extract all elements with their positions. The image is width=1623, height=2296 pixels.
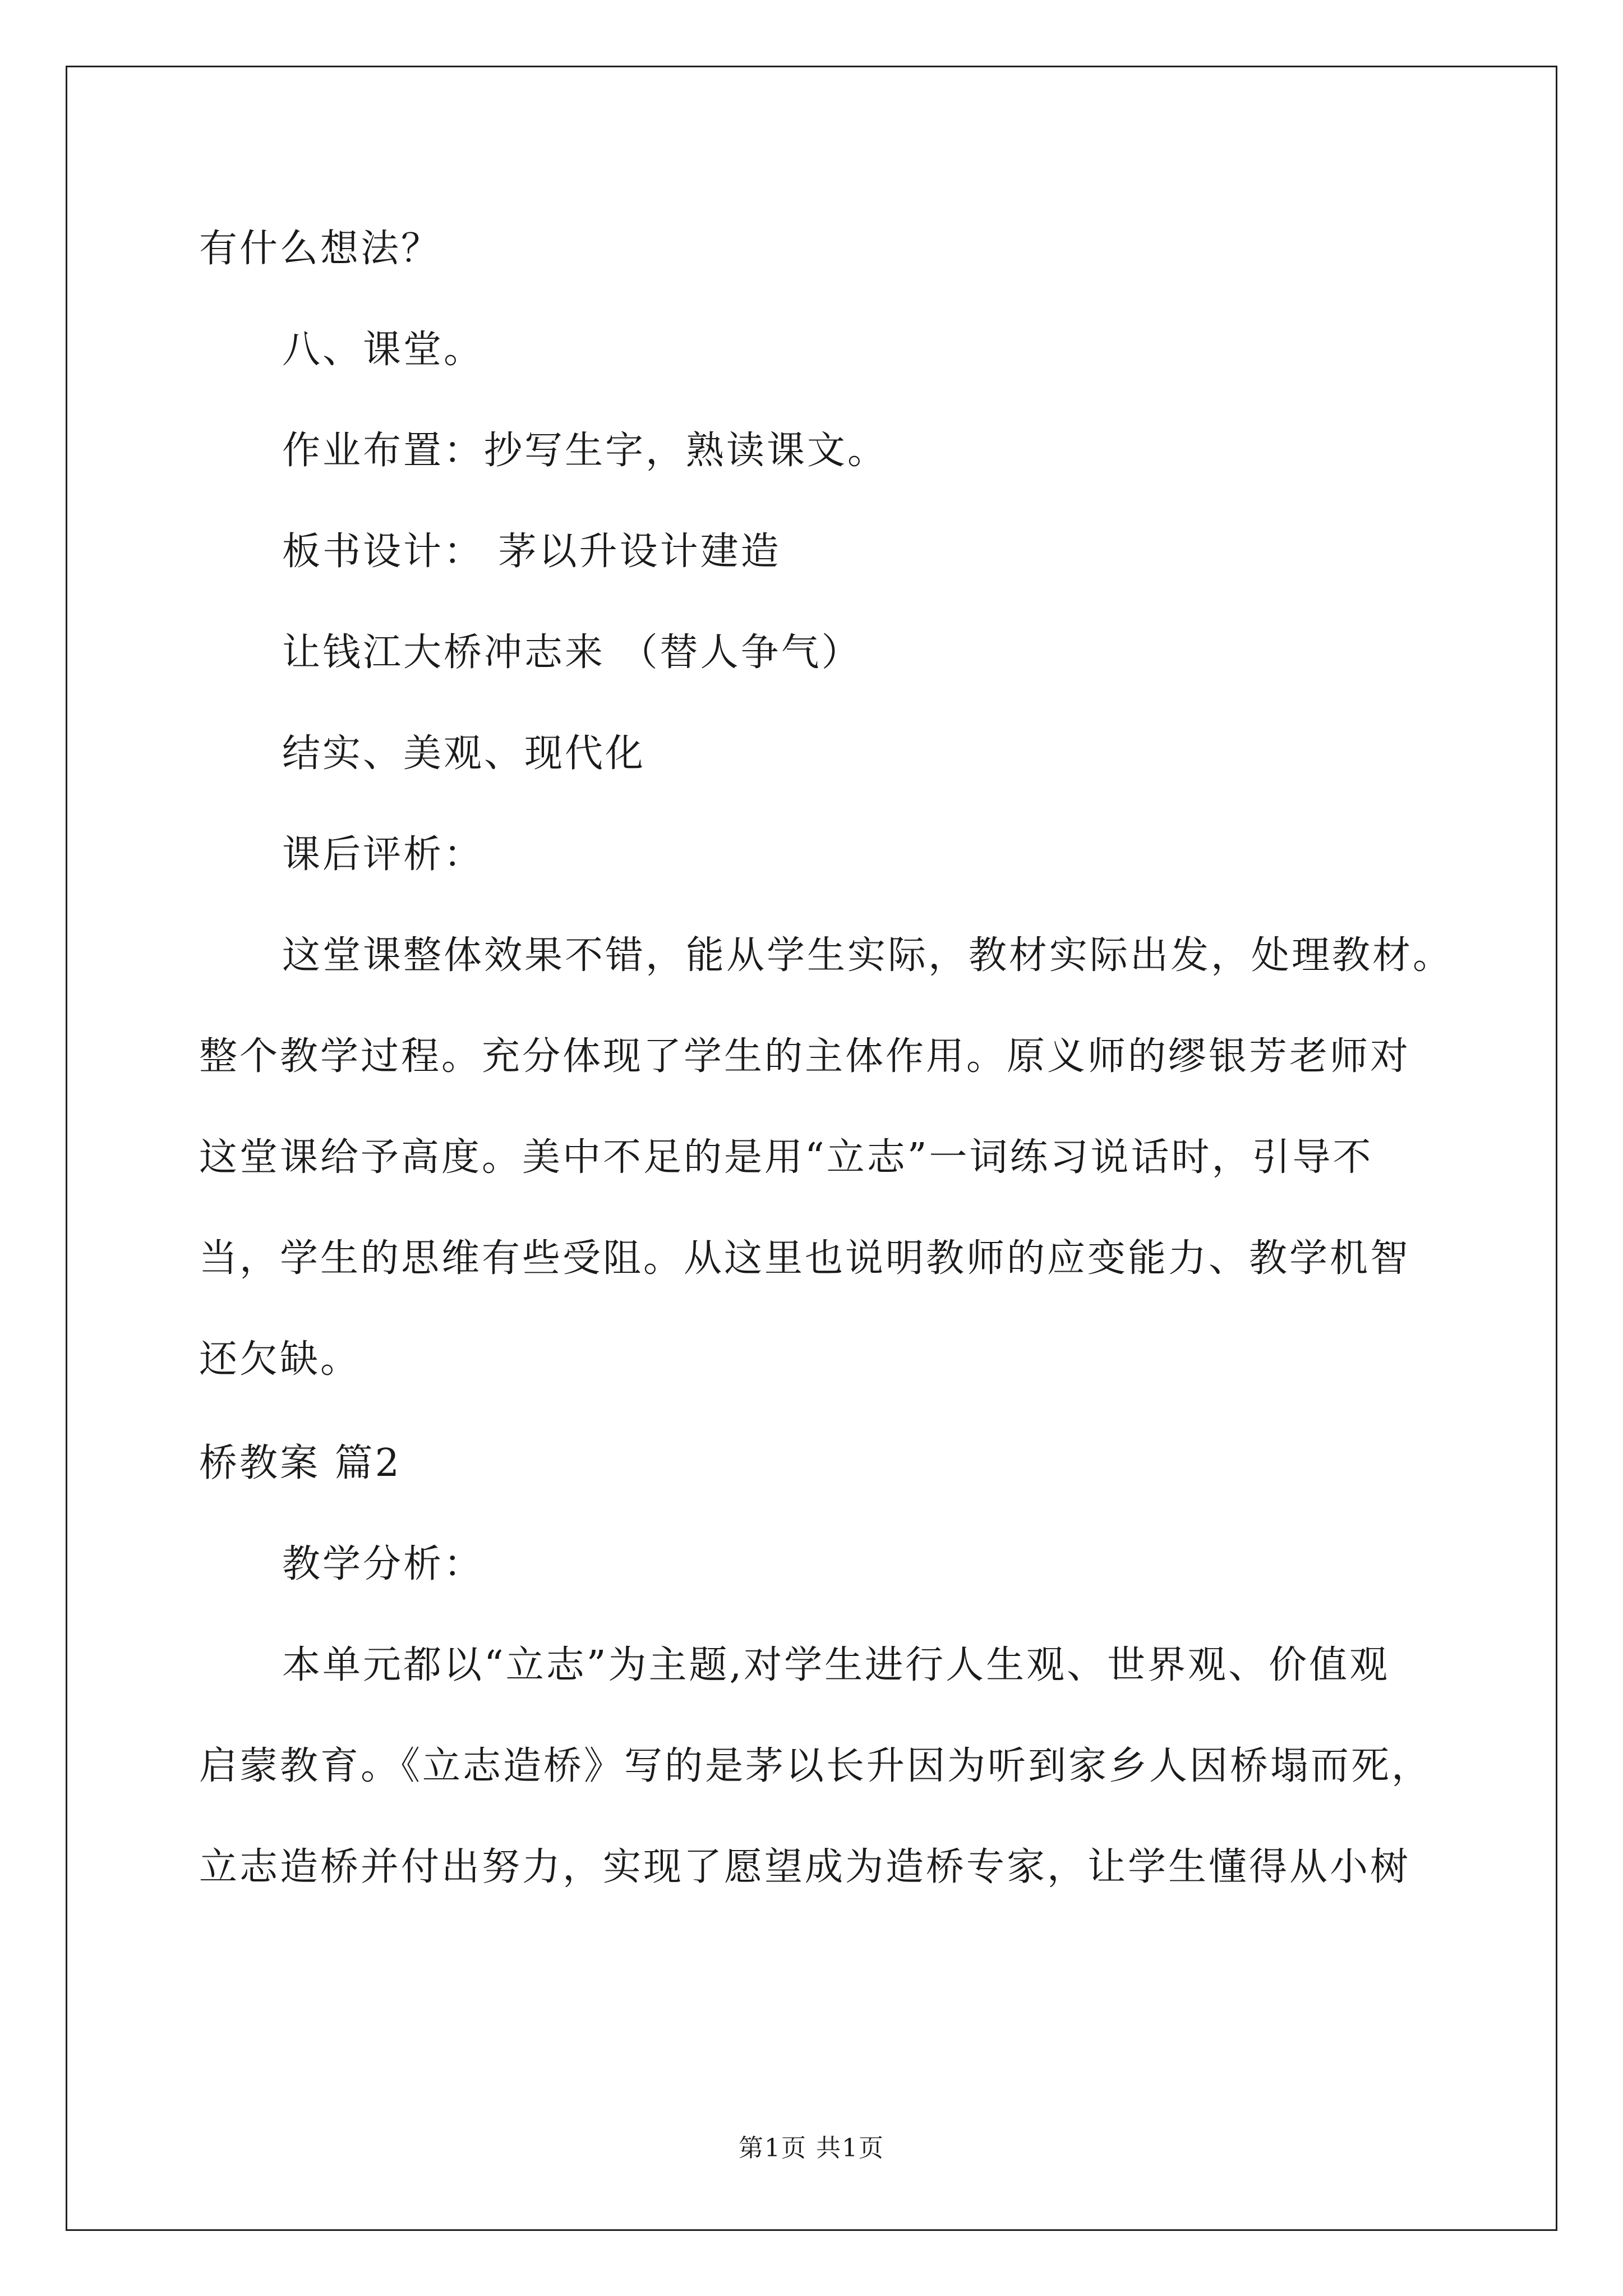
text-line: 教学分析：	[282, 1542, 485, 1586]
text-line: 这堂课给予高度。美中不足的是用“立志”一词练习说话时，引导不	[199, 1135, 1373, 1180]
text-line: 这堂课整体效果不错，能从学生实际，教材实际出发，处理教材。	[282, 933, 1454, 978]
text-line: 结实、美观、现代化	[282, 731, 646, 776]
text-line: 还欠缺。	[199, 1337, 361, 1382]
text-line: 板书设计： 茅以升设计建造	[282, 530, 781, 574]
text-line: 整个教学过程。充分体现了学生的主体作用。原义师的缪银芳老师对	[199, 1034, 1411, 1079]
text-line: 当，学生的思维有些受阻。从这里也说明教师的应变能力、教学机智	[199, 1236, 1411, 1281]
text-line: 作业布置：抄写生字，熟读课文。	[282, 429, 888, 473]
text-line: 立志造桥并付出努力，实现了愿望成为造桥专家，让学生懂得从小树	[199, 1845, 1411, 1889]
text-line: 课后评析：	[282, 832, 485, 877]
page-footer: 第1页 共1页	[739, 2134, 884, 2162]
text-line: 本单元都以“立志”为主题,对学生进行人生观、世界观、价值观	[282, 1643, 1390, 1687]
text-line: 启蒙教育。《立志造桥》写的是茅以长升因为听到家乡人因桥塌而死，	[199, 1744, 1432, 1788]
text-line: 八、课堂。	[282, 328, 485, 372]
text-line: 有什么想法？	[199, 227, 442, 271]
section-heading: 桥教案 篇2	[199, 1441, 402, 1485]
text-line: 让钱江大桥冲志来 （替人争气）	[282, 631, 862, 675]
